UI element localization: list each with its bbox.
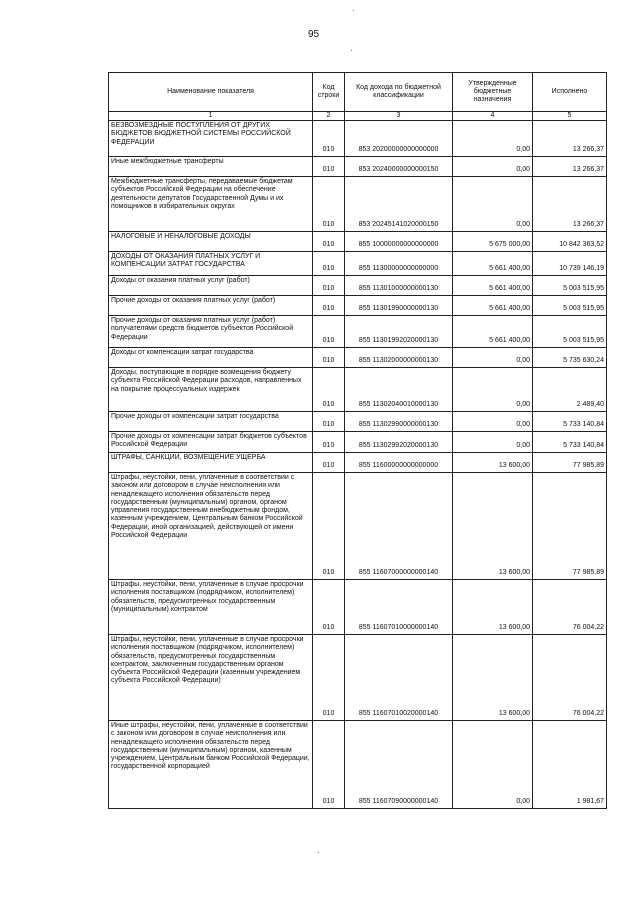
row-name: Доходы от компенсации затрат государства [109,348,313,368]
row-name: БЕЗВОЗМЕЗДНЫЕ ПОСТУПЛЕНИЯ ОТ ДРУГИХ БЮДЖЕТОВ БЮДЖЕТНОЙ СИСТЕМЫ РОССИЙСКОЙ ФЕДЕРАЦИИ [109,121,313,157]
table-row [109,177,607,232]
row-approved: 0,00 [453,412,533,432]
row-approved: 13 600,00 [453,580,533,635]
row-line-code: 010 [313,348,345,368]
row-executed: 76 004,22 [533,635,607,721]
table-row [109,721,607,809]
table-row [109,157,607,177]
row-line-code: 010 [313,721,345,809]
header-name: Наименование показателя [109,73,313,112]
table-row [109,121,607,157]
row-executed: 10 739 146,19 [533,252,607,276]
row-line-code: 010 [313,177,345,232]
row-executed: 5 003 515,95 [533,276,607,296]
row-name: ДОХОДЫ ОТ ОКАЗАНИЯ ПЛАТНЫХ УСЛУГ И КОМПЕНСАЦИИ ЗАТРАТ ГОСУДАРСТВА [109,252,313,276]
row-approved: 5 661 400,00 [453,276,533,296]
row-executed: 5 003 515,95 [533,316,607,348]
column-number: 2 [313,112,345,121]
row-approved: 0,00 [453,121,533,157]
column-number: 5 [533,112,607,121]
table-row [109,252,607,276]
row-name: Межбюджетные трансферты, передаваемые бюджетам субъектов Российской Федерации на обеспечение деятельности депутатов Государственной Думы и их помощников в избирательных округах [109,177,313,232]
table-row [109,432,607,453]
table-row [109,473,607,580]
row-name: Штрафы, неустойки, пени, уплаченные в случае просрочки исполнения поставщиком (подрядчиком, исполнителем) обязательств, предусмотренных государственным (муниципальным) контрактом [109,580,313,635]
header-revenue-code: Код дохода по бюджетной классификации [345,73,453,112]
row-approved: 13 600,00 [453,473,533,580]
row-executed: 13 266,37 [533,121,607,157]
row-approved: 0,00 [453,721,533,809]
header-row [109,73,607,112]
row-name: Прочие доходы от оказания платных услуг (работ) получателями средств бюджетов субъектов Российской Федерации [109,316,313,348]
row-revenue-code: 855 11302000000000130 [345,348,453,368]
row-executed: 5 003 515,95 [533,296,607,316]
page-number: 95 [307,29,320,40]
row-revenue-code: 855 11600000000000000 [345,453,453,473]
row-executed: 77 985,89 [533,453,607,473]
table-row [109,368,607,412]
row-executed: 77 985,89 [533,473,607,580]
table-row [109,348,607,368]
row-approved: 0,00 [453,348,533,368]
row-approved: 0,00 [453,157,533,177]
revenue-report-table-container [108,72,607,809]
row-executed: 13 266,37 [533,157,607,177]
table-row [109,232,607,252]
row-revenue-code: 855 11607000000000140 [345,473,453,580]
row-line-code: 010 [313,412,345,432]
row-revenue-code: 855 11302990000000130 [345,412,453,432]
row-approved: 0,00 [453,368,533,412]
scan-speck: · [317,848,320,857]
row-line-code: 010 [313,432,345,453]
row-revenue-code: 855 11302992020000130 [345,432,453,453]
row-name: НАЛОГОВЫЕ И НЕНАЛОГОВЫЕ ДОХОДЫ [109,232,313,252]
row-executed: 10 842 363,52 [533,232,607,252]
row-revenue-code: 853 20245141020000150 [345,177,453,232]
row-executed: 5 733 140,84 [533,432,607,453]
row-revenue-code: 853 20200000000000000 [345,121,453,157]
row-line-code: 010 [313,296,345,316]
row-line-code: 010 [313,232,345,252]
row-line-code: 010 [313,157,345,177]
row-executed: 13 266,37 [533,177,607,232]
row-approved: 5 661 400,00 [453,316,533,348]
row-approved: 5 675 000,00 [453,232,533,252]
header-line-code: Код строки [313,73,345,112]
row-line-code: 010 [313,252,345,276]
scan-speck: · [350,46,353,55]
row-approved: 5 661 400,00 [453,296,533,316]
row-revenue-code: 855 10000000000000000 [345,232,453,252]
row-revenue-code: 855 11302040010000130 [345,368,453,412]
row-line-code: 010 [313,121,345,157]
row-approved: 13 600,00 [453,635,533,721]
row-revenue-code: 855 11301990000000130 [345,296,453,316]
row-revenue-code: 855 11607010000000140 [345,580,453,635]
row-approved: 0,00 [453,177,533,232]
table-row [109,412,607,432]
revenue-report-table [108,72,607,809]
row-line-code: 010 [313,580,345,635]
row-line-code: 010 [313,473,345,580]
row-line-code: 010 [313,316,345,348]
row-revenue-code: 853 20240000000000150 [345,157,453,177]
row-name: Доходы, поступающие в порядке возмещения бюджету субъекта Российской Федерации расходов, направленных на покрытие процессуальных издержек [109,368,313,412]
row-line-code: 010 [313,453,345,473]
row-name: Штрафы, неустойки, пени, уплаченные в соответствии с законом или договором в случае неисполнения или ненадлежащего исполнения обязательств перед государственным (муниципальным) органом, органом управления государственным внебюджетным фондом, казенным учреждением, Центральным банком Российской Федерации, иной организацией, действующей от имени Российской Федерации [109,473,313,580]
header-executed: Исполнено [533,73,607,112]
column-number: 1 [109,112,313,121]
column-number: 4 [453,112,533,121]
row-executed: 2 489,40 [533,368,607,412]
table-row [109,316,607,348]
row-name: Прочие доходы от компенсации затрат бюджетов субъектов Российской Федерации [109,432,313,453]
table-row [109,635,607,721]
row-line-code: 010 [313,368,345,412]
row-revenue-code: 855 11301992020000130 [345,316,453,348]
row-approved: 13 600,00 [453,453,533,473]
table-row [109,580,607,635]
scan-speck: · [352,6,355,15]
table-row [109,276,607,296]
row-name: Штрафы, неустойки, пени, уплаченные в случае просрочки исполнения поставщиком (подрядчиком, исполнителем) обязательств, предусмотренных государственным контрактом, заключенным государственным органом субъекта Российской Федерации (казенным учреждением субъекта Российской Федерации) [109,635,313,721]
row-name: Иные межбюджетные трансферты [109,157,313,177]
row-revenue-code: 855 11607090000000140 [345,721,453,809]
row-executed: 1 981,67 [533,721,607,809]
row-revenue-code: 855 11301000000000130 [345,276,453,296]
row-line-code: 010 [313,276,345,296]
row-revenue-code: 855 11300000000000000 [345,252,453,276]
table-row [109,453,607,473]
row-name: Иные штрафы, неустойки, пени, уплаченные в соответствии с законом или договором в случае неисполнения или ненадлежащего исполнения обязательств перед государственным (муниципальным) органом, казенным учреждением, Центральным банком Российской Федерации, государственной корпорацией [109,721,313,809]
row-approved: 5 661 400,00 [453,252,533,276]
row-name: ШТРАФЫ, САНКЦИИ, ВОЗМЕЩЕНИЕ УЩЕРБА [109,453,313,473]
row-approved: 0,00 [453,432,533,453]
column-number-row [109,112,607,121]
row-name: Доходы от оказания платных услуг (работ) [109,276,313,296]
row-executed: 5 735 630,24 [533,348,607,368]
header-approved: Утвержденные бюджетные назначения [453,73,533,112]
row-executed: 76 004,22 [533,580,607,635]
row-name: Прочие доходы от компенсации затрат государства [109,412,313,432]
column-number: 3 [345,112,453,121]
table-row [109,296,607,316]
row-line-code: 010 [313,635,345,721]
row-name: Прочие доходы от оказания платных услуг (работ) [109,296,313,316]
row-executed: 5 733 140,84 [533,412,607,432]
row-revenue-code: 855 11607010020000140 [345,635,453,721]
